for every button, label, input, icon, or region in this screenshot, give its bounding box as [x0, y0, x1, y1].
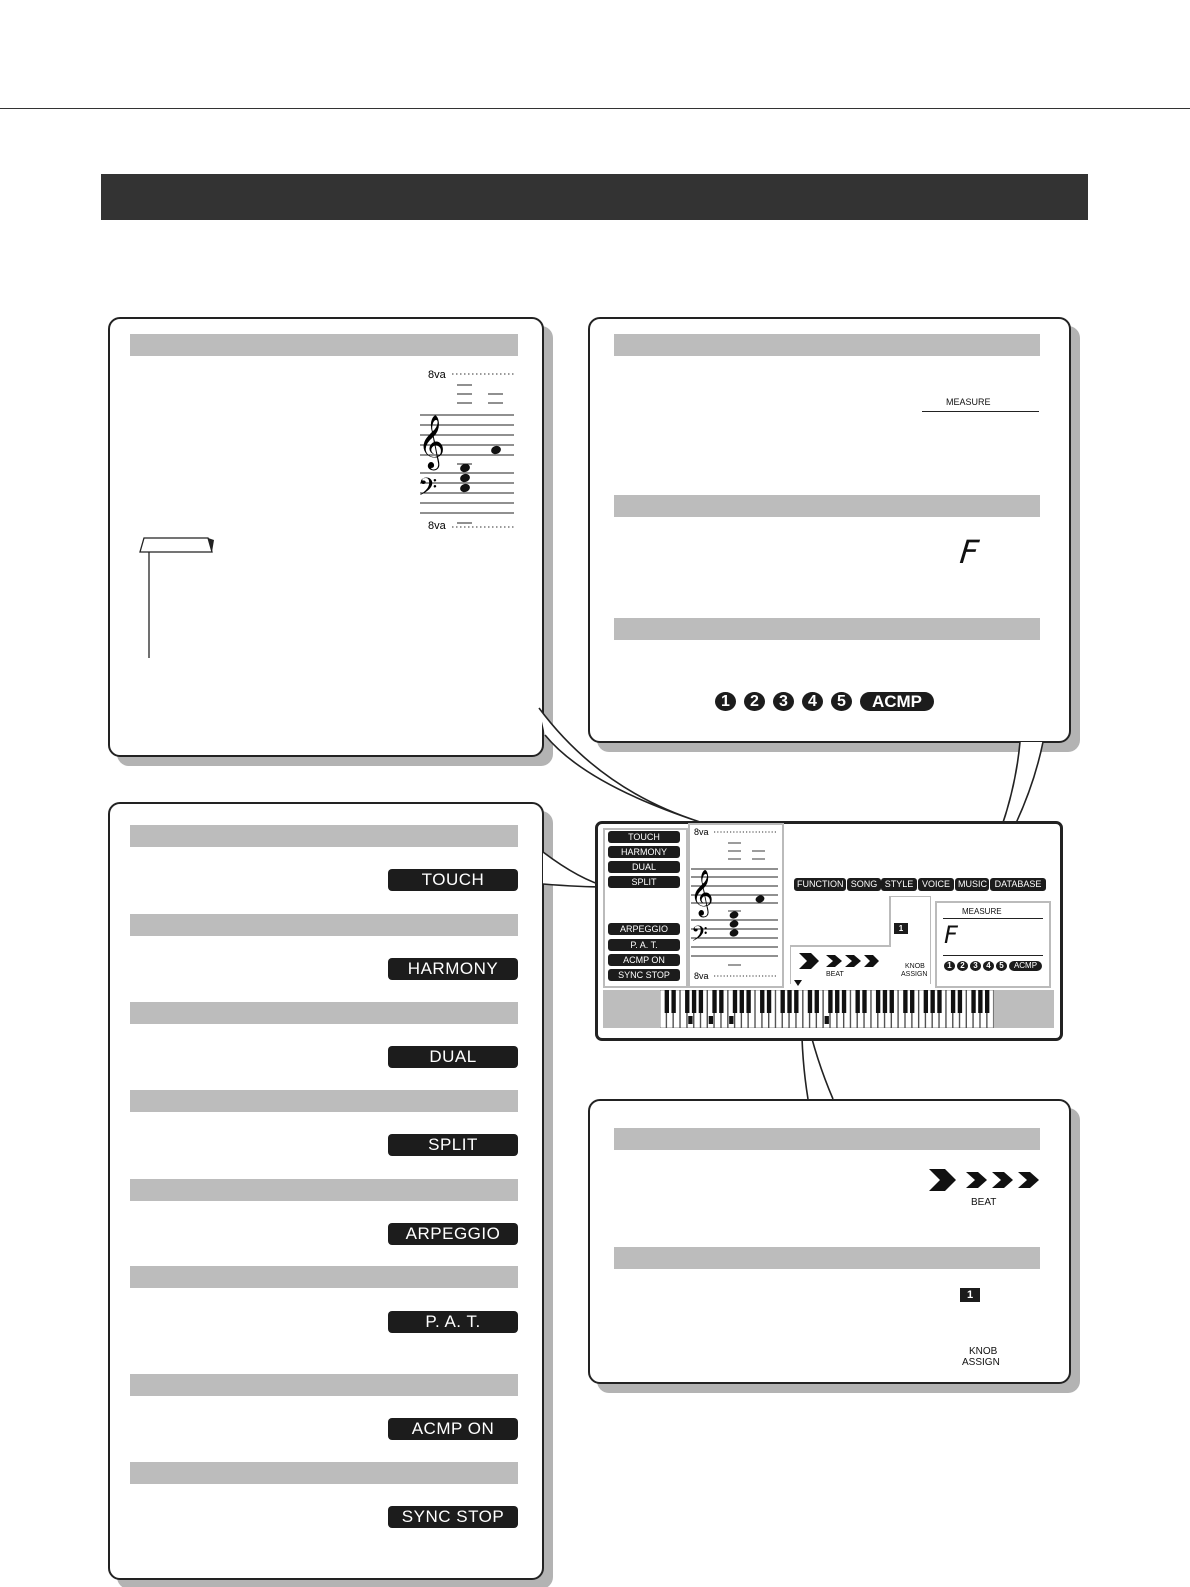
lcd-voice-tab: VOICE: [918, 878, 954, 891]
lcd-notation-staff: [690, 826, 782, 982]
black-key: [876, 990, 880, 1013]
black-key: [910, 990, 914, 1013]
lcd-measure-digit: F: [944, 921, 958, 949]
black-key: [808, 990, 812, 1013]
black-key: [855, 990, 859, 1013]
lcd-function-tab: FUNCTION: [794, 878, 846, 891]
measure-label: MEASURE: [946, 397, 991, 407]
lcd-sync-stop: SYNC STOP: [608, 969, 680, 981]
pat-indicator: P. A. T.: [388, 1311, 518, 1333]
black-key: [746, 990, 750, 1013]
key-marker: [729, 1016, 733, 1024]
black-key: [971, 990, 975, 1013]
black-key: [958, 990, 962, 1013]
lcd-assign-label: ASSIGN: [901, 971, 928, 978]
lcd-measure-rule: [943, 918, 1043, 919]
assign-label: ASSIGN: [962, 1357, 1000, 1368]
lcd-beat-label: BEAT: [826, 971, 844, 978]
lcd-track-1: 1: [944, 961, 955, 971]
black-key: [794, 990, 798, 1013]
black-key: [767, 990, 771, 1013]
lcd-acmp: ACMP: [1009, 961, 1042, 971]
track-1-button[interactable]: 1: [715, 692, 736, 711]
lcd-display: [595, 821, 1063, 1041]
track-4-button[interactable]: 4: [802, 692, 823, 711]
split-indicator: SPLIT: [388, 1134, 518, 1156]
lcd-knob-label: KNOB: [905, 963, 925, 970]
black-key: [985, 990, 989, 1013]
black-key: [815, 990, 819, 1013]
lcd-treble-clef-icon: 𝄞: [690, 870, 714, 916]
lcd-ottava-top: 8va: [694, 827, 709, 837]
lcd-dual: DUAL: [608, 861, 680, 873]
black-key: [699, 990, 703, 1013]
black-key: [903, 990, 907, 1013]
black-key: [937, 990, 941, 1013]
black-key: [890, 990, 894, 1013]
black-key: [692, 990, 696, 1013]
black-key: [733, 990, 737, 1013]
lcd-bass-clef-icon: 𝄢: [691, 922, 708, 952]
knob-label: KNOB: [969, 1346, 998, 1357]
lcd-touch: TOUCH: [608, 831, 680, 843]
lcd-keyboard-icon: [660, 990, 994, 1028]
black-key: [924, 990, 928, 1013]
ottava-bottom-label: 8va: [428, 520, 446, 532]
beat-label: BEAT: [971, 1197, 997, 1208]
lcd-note-head: [729, 928, 740, 938]
lcd-note-head: [729, 910, 740, 920]
harmony-indicator: HARMONY: [388, 958, 518, 980]
lcd-arpeggio: ARPEGGIO: [608, 923, 680, 935]
black-key: [828, 990, 832, 1013]
ottava-top-label: 8va: [428, 369, 446, 381]
lcd-song-tab: SONG: [847, 878, 881, 891]
black-key: [930, 990, 934, 1013]
arpeggio-indicator: ARPEGGIO: [388, 1223, 518, 1245]
black-key: [862, 990, 866, 1013]
knob-number-indicator: 1: [960, 1288, 980, 1302]
lcd-track-4: 4: [983, 961, 994, 971]
black-key: [978, 990, 982, 1013]
track-2-button[interactable]: 2: [744, 692, 765, 711]
lcd-beat-arrows-icon: [799, 952, 879, 970]
lcd-note-head: [729, 919, 740, 929]
black-key: [719, 990, 723, 1013]
lcd-note-head: [755, 894, 766, 904]
key-marker: [688, 1016, 692, 1024]
black-key: [685, 990, 689, 1013]
lcd-track-2: 2: [957, 961, 968, 971]
lcd-track-3: 3: [970, 961, 981, 971]
black-key: [740, 990, 744, 1013]
lcd-measure-rule-2: [943, 955, 1043, 956]
lcd-music-tab: MUSIC: [955, 878, 989, 891]
lcd-split: SPLIT: [608, 876, 680, 888]
lcd-database-tab: DATABASE: [990, 878, 1046, 891]
black-key: [781, 990, 785, 1013]
sync-stop-indicator: SYNC STOP: [388, 1506, 518, 1528]
black-key: [787, 990, 791, 1013]
key-marker: [825, 1016, 829, 1024]
acmp-on-indicator: ACMP ON: [388, 1418, 518, 1440]
black-key: [883, 990, 887, 1013]
lcd-pat: P. A. T.: [608, 939, 680, 951]
lcd-acmp-on: ACMP ON: [608, 954, 680, 966]
black-key: [671, 990, 675, 1013]
bass-clef-icon: 𝄢: [418, 473, 438, 508]
black-key: [760, 990, 764, 1013]
black-key: [951, 990, 955, 1013]
lcd-pointer-icon: [794, 980, 802, 986]
acmp-button[interactable]: ACMP: [860, 692, 934, 711]
black-key: [665, 990, 669, 1013]
black-key: [842, 990, 846, 1013]
treble-clef-icon: 𝄞: [418, 414, 446, 468]
lcd-knob-number: 1: [894, 923, 908, 934]
track-3-button[interactable]: 3: [773, 692, 794, 711]
dual-indicator: DUAL: [388, 1046, 518, 1068]
measure-digit: F: [958, 533, 981, 571]
lcd-style-tab: STYLE: [881, 878, 917, 891]
touch-indicator: TOUCH: [388, 869, 518, 891]
lcd-ottava-bottom: 8va: [694, 971, 709, 981]
lcd-harmony: HARMONY: [608, 846, 680, 858]
track-5-button[interactable]: 5: [831, 692, 852, 711]
black-key: [835, 990, 839, 1013]
lcd-measure-label: MEASURE: [962, 907, 1002, 916]
lcd-track-5: 5: [996, 961, 1007, 971]
key-marker: [709, 1016, 713, 1024]
black-key: [712, 990, 716, 1013]
